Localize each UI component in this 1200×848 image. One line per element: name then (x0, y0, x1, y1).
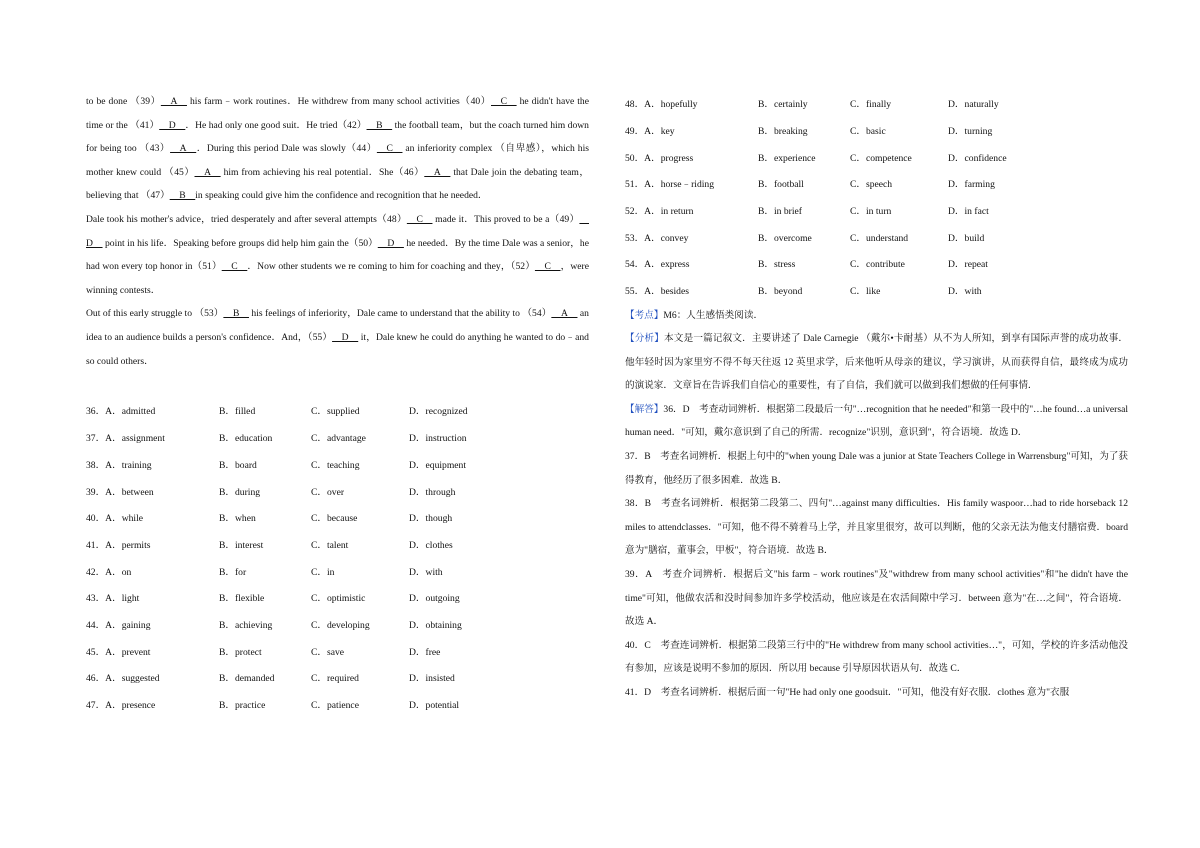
option-b: B．certainly (758, 99, 808, 111)
option-d: D．recognized (409, 406, 468, 418)
answer-40: 40．C 考查连词辨析．根据第二段第三行中的"He withdrew from many school activities…"，可知，学校的许多活动他没有参加，应该是说明不参加的原因．所以用 because 引导原因状语从句．故选 C． (625, 639, 1128, 675)
option-b: B．filled (219, 406, 256, 418)
option-a: 47．A．presence (86, 700, 156, 712)
option-b: B．for (219, 566, 247, 578)
option-c: C．supplied (311, 406, 360, 418)
answer-39: 39．A 考查介词辨析．根据后文"his farm﹣work routines"及"withdrew from many school activities"和"he didn't have the time"可知，他做农活和没时间参加许多学校活动，他应该是在农活间隙中学习．between 意为"在…之间"，符合语境．故选 A． (625, 569, 1128, 628)
option-d: D．in fact (948, 206, 989, 218)
option-d: D．with (948, 286, 982, 298)
option-b: B．football (758, 179, 804, 191)
option-row (86, 637, 589, 664)
left-column (86, 90, 589, 717)
option-row (625, 170, 1128, 197)
option-row (625, 117, 1128, 144)
option-b: B．beyond (758, 286, 803, 298)
option-row (625, 197, 1128, 224)
option-a: 37．A．assignment (86, 433, 165, 445)
option-b: B．flexible (219, 593, 265, 605)
option-row (86, 477, 589, 504)
option-a: 38．A．training (86, 459, 152, 471)
option-b: B．practice (219, 700, 266, 712)
option-d: D．farming (948, 179, 995, 191)
passage-paragraph-2: Dale took his mother's advice，tried desperately and after several attempts（48） C made it．This proved to be a（49） D point in his life．Speaking before groups did help him gain the（50） D he needed．By the time Dale was a senior，he had won every top honor in（51） C ．Now other students we re coming to him for coaching and they，（52） C ，were winning contests． (86, 213, 590, 296)
option-a: 55．A．besides (625, 286, 689, 298)
kaodian-text: M6：人生感悟类阅读． (663, 309, 764, 321)
option-c: C．understand (850, 232, 909, 244)
option-row (625, 223, 1128, 250)
option-d: D．potential (409, 700, 460, 712)
option-b: B．overcome (758, 232, 812, 244)
option-c: C．competence (850, 152, 912, 164)
option-d: D．outgoing (409, 593, 460, 605)
option-d: D．repeat (948, 259, 988, 271)
option-a: 45．A．prevent (86, 646, 151, 658)
option-row (86, 531, 589, 558)
kaodian-tag: 【考点】 (625, 309, 664, 321)
jieda-tag: 【解答】 (625, 403, 664, 415)
option-a: 46．A．suggested (86, 673, 160, 685)
option-a: 36．A．admitted (86, 406, 156, 418)
option-d: D．naturally (948, 99, 999, 111)
fenxi-text: 本文是一篇记叙文．主要讲述了 Dale Carnegie （戴尔•卡耐基）从不为人所知，到享有国际声誉的成功故事．他年轻时因为家里穷不得不每天往返 12 英里求学，后来他听从母亲的建议，学习演讲，从而获得自信，最终成为成功的演说家．文章旨在告诉我们自信心的重要性，有了自信，我们就可以做到我们想做的任何事情． (625, 333, 1128, 392)
option-a: 51．A．horse﹣riding (625, 179, 714, 191)
option-a: 49．A．key (625, 126, 675, 138)
option-a: 44．A．gaining (86, 619, 151, 631)
fenxi-tag: 【分析】 (625, 333, 665, 345)
option-c: C．like (850, 286, 881, 298)
option-d: D．through (409, 486, 456, 498)
option-b: B．in brief (758, 206, 802, 218)
option-c: C．in turn (850, 206, 892, 218)
option-d: D．instruction (409, 433, 467, 445)
option-d: D．with (409, 566, 443, 578)
option-d: D．confidence (948, 152, 1007, 164)
option-c: C．basic (850, 126, 886, 138)
option-row (625, 143, 1128, 170)
option-d: D．though (409, 513, 453, 525)
option-c: C．talent (311, 539, 349, 551)
option-b: B．protect (219, 646, 262, 658)
option-b: B．board (219, 459, 257, 471)
option-a: 41．A．permits (86, 539, 151, 551)
option-d: D．clothes (409, 539, 453, 551)
option-c: C．over (311, 486, 345, 498)
option-row (86, 557, 589, 584)
option-c: C．finally (850, 99, 892, 111)
passage-paragraph-3: Out of this early struggle to （53） B his feelings of inferiority，Dale came to understand that the ability to （54） A an idea to an audience builds a person's confidence．And，（55） D it，Dale knew he could do anything he wanted to do﹣and so could others． (86, 308, 589, 367)
option-d: D．build (948, 232, 985, 244)
right-column (625, 90, 1128, 705)
passage-paragraph-1: to be done （39） A his farm﹣work routines．He withdrew from many school activities（40） C he didn't have the time or the （41） D ．He had only one good suit．He tried（42） B the football team，but the coach turned him down for being too （43） A ．During this period Dale was slowly（44） C an inferiority complex （自卑感），which his mother knew could （45） A him from achieving his real potential．She（46） A that Dale join the debating team，believing that （47） B in speaking could give him the confidence and recognition that he needed． (86, 96, 589, 202)
option-a: 52．A．in return (625, 206, 694, 218)
option-b: B．demanded (219, 673, 275, 685)
option-b: B．when (219, 513, 256, 525)
option-c: C．required (311, 673, 359, 685)
option-b: B．stress (758, 259, 796, 271)
option-a: 40．A．while (86, 513, 144, 525)
option-c: C．speech (850, 179, 893, 191)
answer-37: 37．B 考查名词辨析．根据上句中的"when young Dale was a junior at State Teachers College in Warrensburg"可知，为了获得教育，他经历了很多困难．故选 B． (625, 451, 1128, 486)
option-row (86, 451, 589, 478)
kaodian-section (625, 304, 1128, 328)
answer-36: 36．D 考查动词辨析．根据第二段最后一句"…recognition that he needed"和第一段中的"…he found…a universal human need．"可知，戴尔意识到了自己的所需．recognize"识别，意识到"，符合语境．故选 D． (625, 403, 1129, 439)
option-row (86, 611, 589, 638)
option-row (86, 424, 589, 451)
option-c: C．advantage (311, 433, 366, 445)
option-a: 48．A．hopefully (625, 99, 698, 111)
option-b: B．interest (219, 539, 264, 551)
option-c: C．teaching (311, 459, 360, 471)
option-c: C．in (311, 566, 335, 578)
option-c: C．patience (311, 700, 359, 712)
answer-38: 38．B 考查名词辨析．根据第二段第二、四句"…against many difficulties．His family waspoor…had to ride horseback 12 miles to attendclasses．"可知，他不得不骑着马上学，并且家里很穷，故可以判断，他的父亲无法为他支付膳宿费．board 意为"膳宿，董事会，甲板"，符合语境．故选 B． (625, 498, 1128, 557)
option-d: D．turning (948, 126, 993, 138)
option-d: D．insisted (409, 673, 455, 685)
option-c: C．optimistic (311, 593, 366, 605)
answer-41: 41．D 考查名词辨析．根据后面一句"He had only one goodsuit．"可知，他没有好衣服．clothes 意为"衣服 (625, 687, 1070, 698)
option-c: C．contribute (850, 259, 905, 271)
option-c: C．save (311, 646, 345, 658)
option-row (86, 504, 589, 531)
option-d: D．obtaining (409, 619, 462, 631)
option-row (86, 664, 589, 691)
option-d: D．equipment (409, 459, 467, 471)
option-row (86, 397, 589, 424)
option-c: C．because (311, 513, 358, 525)
option-b: B．education (219, 433, 273, 445)
options-list-48-55 (625, 90, 1128, 304)
option-a: 54．A．express (625, 259, 690, 271)
option-row (86, 584, 589, 611)
option-row (86, 691, 589, 718)
option-b: B．breaking (758, 126, 808, 138)
options-list-36-47 (86, 397, 589, 717)
option-a: 42．A．on (86, 566, 132, 578)
option-a: 50．A．progress (625, 152, 694, 164)
option-c: C．developing (311, 619, 370, 631)
option-b: B．experience (758, 152, 816, 164)
option-row (625, 90, 1128, 117)
option-row (625, 277, 1128, 304)
fenxi-section (625, 327, 1128, 398)
option-row (625, 250, 1128, 277)
option-b: B．achieving (219, 619, 273, 631)
option-a: 53．A．convey (625, 232, 689, 244)
option-b: B．during (219, 486, 261, 498)
jieda-section (625, 398, 1128, 445)
option-a: 39．A．between (86, 486, 154, 498)
option-d: D．free (409, 646, 441, 658)
option-a: 43．A．light (86, 593, 140, 605)
